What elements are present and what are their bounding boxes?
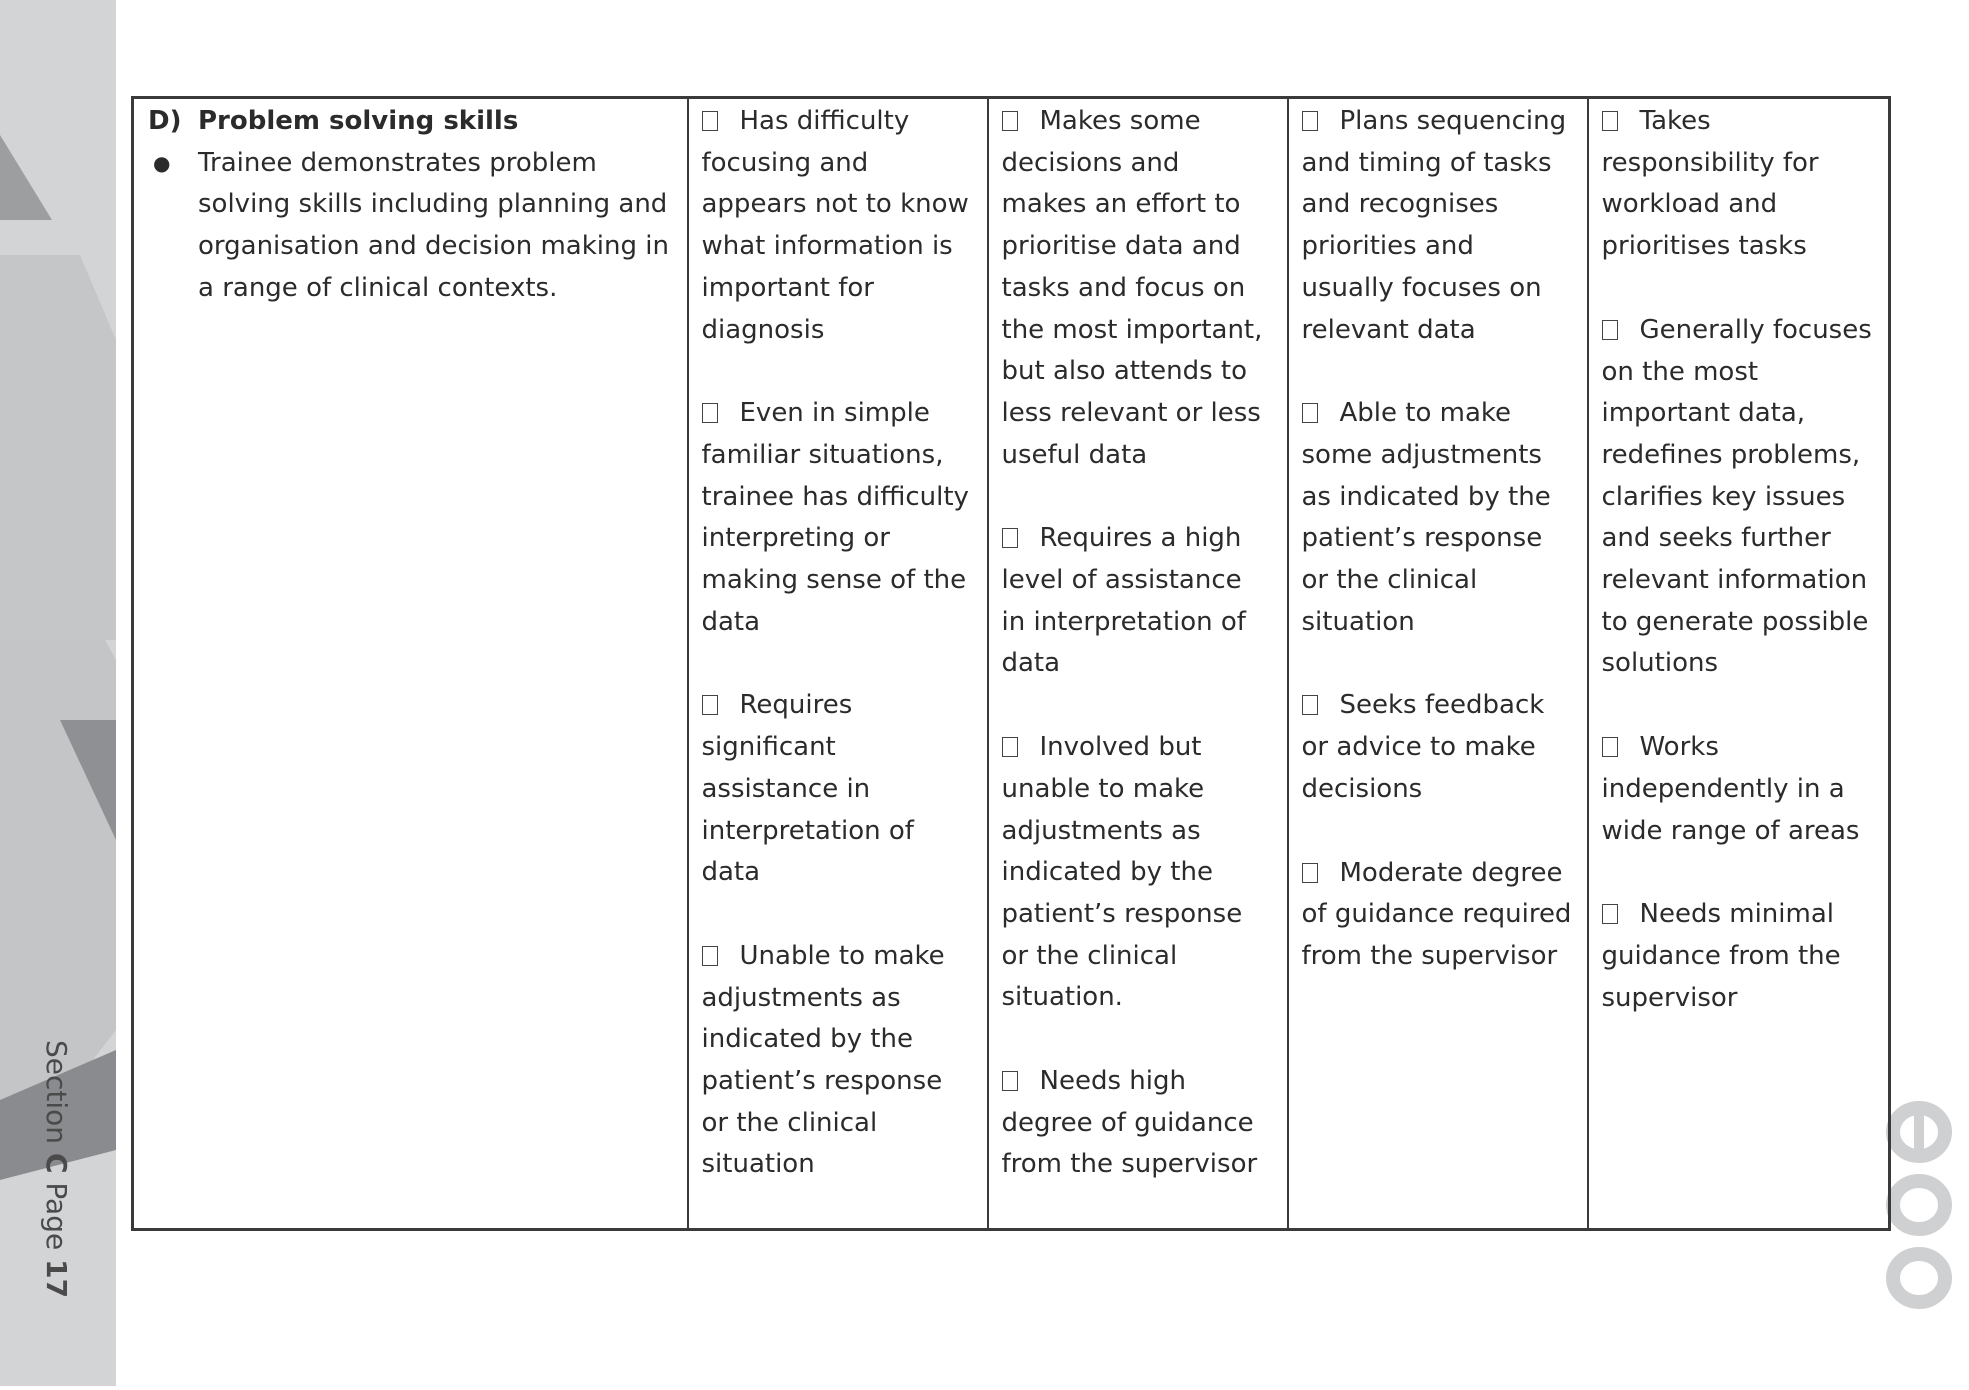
level-item[interactable] <box>1302 101 1573 351</box>
checkbox-icon[interactable] <box>1002 737 1018 757</box>
level-item-text: Plans sequencing and timing of tasks and recognises priorities and usually focuses on relevant data <box>1301 106 1567 345</box>
level-item-text: Requires a high level of assistance in interpretation of data <box>1001 523 1246 679</box>
level-item-text: Requires significant assistance in interpretation of data <box>701 690 914 888</box>
rubric-table <box>131 96 1891 1231</box>
level-item[interactable] <box>702 101 973 351</box>
level-item[interactable] <box>1602 310 1875 685</box>
checkbox-icon[interactable] <box>702 403 718 423</box>
level-item[interactable] <box>1302 685 1573 810</box>
level-item[interactable] <box>702 685 973 894</box>
level-item-text: Even in simple familiar situations, trainee has difficulty interpreting or making sense of the data <box>701 398 969 637</box>
checkbox-icon[interactable] <box>1602 111 1618 131</box>
level-1-cell <box>688 98 988 1230</box>
rubric-row <box>133 98 1890 1230</box>
section-letter: C <box>40 1152 73 1174</box>
level-item[interactable] <box>1602 101 1875 268</box>
page-word: Page <box>40 1182 73 1251</box>
checkbox-icon[interactable] <box>1302 111 1318 131</box>
page-number: 17 <box>40 1259 73 1299</box>
criterion-cell <box>133 98 688 1230</box>
level-4-cell <box>1588 98 1890 1230</box>
brand-logo-008 <box>1884 1100 1954 1316</box>
level-item[interactable] <box>1002 1061 1273 1186</box>
section-page-label <box>36 1040 76 1300</box>
checkbox-icon[interactable] <box>702 111 718 131</box>
level-item[interactable] <box>1602 894 1875 1019</box>
criterion-letter: D) <box>148 106 182 136</box>
level-2-cell <box>988 98 1288 1230</box>
level-item[interactable] <box>1302 853 1573 978</box>
checkbox-icon[interactable] <box>1302 403 1318 423</box>
level-item-text: Seeks feedback or advice to make decisions <box>1301 690 1545 804</box>
checkbox-icon[interactable] <box>1002 1071 1018 1091</box>
checkbox-icon[interactable] <box>1302 695 1318 715</box>
level-item[interactable] <box>702 393 973 643</box>
level-item-text: Needs high degree of guidance from the supervisor <box>1001 1066 1258 1180</box>
criterion-heading <box>148 101 673 143</box>
checkbox-icon[interactable] <box>1602 320 1618 340</box>
level-item-text: Unable to make adjustments as indicated by the patient’s response or the clinical situation <box>701 940 945 1180</box>
level-3-cell <box>1288 98 1588 1230</box>
checkbox-icon[interactable] <box>702 946 718 966</box>
criterion-title: Problem solving skills <box>198 106 519 136</box>
checkbox-icon[interactable] <box>1002 528 1018 548</box>
level-item[interactable] <box>1002 727 1273 1019</box>
level-item-text: Makes some decisions and makes an effort to prioritise data and tasks and focus on the most important, but also attends to less relevant or less useful data <box>1001 106 1263 470</box>
level-item-text: Takes responsibility for workload and prioritises tasks <box>1601 106 1819 262</box>
checkbox-icon[interactable] <box>1602 904 1618 924</box>
level-item-text: Involved but unable to make adjustments as indicated by the patient’s response or the clinical situation. <box>1001 732 1243 1013</box>
level-item-text: Needs minimal guidance from the supervisor <box>1601 899 1841 1013</box>
checkbox-icon[interactable] <box>1602 737 1618 757</box>
level-item[interactable] <box>1602 727 1875 852</box>
level-item-text: Moderate degree of guidance required from the supervisor <box>1301 857 1572 971</box>
level-item-text: Able to make some adjustments as indicated by the patient’s response or the clinical situation <box>1301 398 1551 637</box>
bullet-icon: ● <box>153 150 171 175</box>
level-item[interactable] <box>702 936 973 1186</box>
level-item-text: Works independently in a wide range of areas <box>1601 732 1860 846</box>
level-item[interactable] <box>1302 393 1573 643</box>
checkbox-icon[interactable] <box>702 695 718 715</box>
level-item[interactable] <box>1002 101 1273 476</box>
section-sidebar <box>0 0 116 1386</box>
level-item-text: Has difficulty focusing and appears not to know what information is important for diagnosis <box>701 106 969 345</box>
level-item-text: Generally focuses on the most important data, redefines problems, clarifies key issues and seeks further relevant information to generate possible solutions <box>1601 314 1872 679</box>
level-item[interactable] <box>1002 518 1273 685</box>
checkbox-icon[interactable] <box>1302 863 1318 883</box>
section-word: Section <box>40 1040 73 1145</box>
criterion-description <box>153 143 673 310</box>
checkbox-icon[interactable] <box>1002 111 1018 131</box>
criterion-description-text: Trainee demonstrates problem solving skills including planning and organisation and decision making in a range of clinical contexts. <box>198 147 669 303</box>
